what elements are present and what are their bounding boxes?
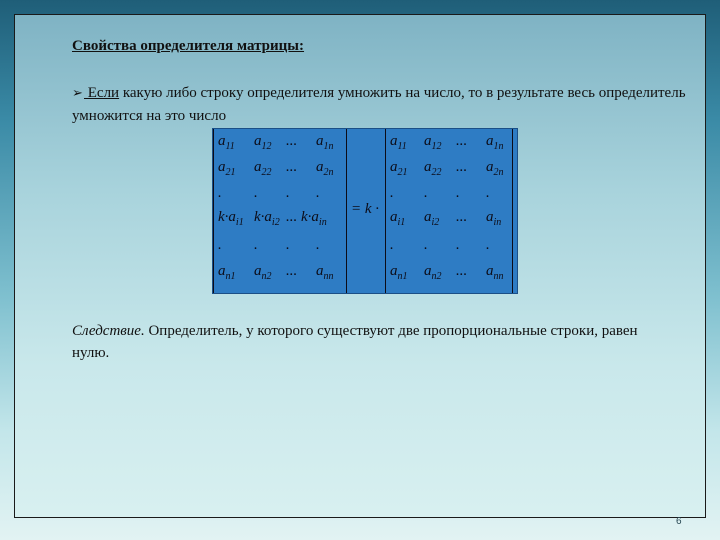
left-det-cell-r4-c1: $k\cdot a_{i1}$ [218, 209, 244, 228]
left-det-cell-r3-c2: . [254, 185, 258, 201]
left-det-cell-r6-c1: $a_{n1}$ [218, 263, 236, 282]
right-det-cell-r3-c3: . [456, 185, 460, 201]
right-det-cell-r6-c1: $a_{n1}$ [390, 263, 408, 282]
right-det-cell-r3-c1: . [390, 185, 394, 201]
left-det-cell-r6-c4: $a_{nn}$ [316, 263, 334, 282]
right-det-cell-r1-c1: $a_{11}$ [390, 133, 407, 152]
left-det-cell-r3-c1: . [218, 185, 222, 201]
left-det-cell-r1-c3: ... [286, 133, 298, 149]
bullet-text: какую либо строку определителя умножить на число, то в результате весь определитель умножится на это число [72, 85, 686, 124]
left-det-cell-r5-c2: . [254, 237, 258, 253]
right-determinant [385, 129, 513, 293]
left-det-cell-r6-c3: ... [286, 263, 298, 279]
formula-multiplier: = k · [351, 201, 380, 217]
right-det-cell-r6-c2: $a_{n2}$ [424, 263, 442, 282]
left-determinant [213, 129, 347, 293]
right-det-cell-r5-c1: . [390, 237, 394, 253]
page-number: 6 [676, 516, 682, 527]
corollary-text: Определитель, у которого существуют две пропорциональные строки, равен нулю. [72, 323, 638, 361]
left-det-cell-r3-c4: . [316, 185, 320, 201]
right-det-cell-r2-c2: $a_{22}$ [424, 159, 442, 178]
right-det-cell-r1-c3: ... [456, 133, 468, 149]
left-det-cell-r4-c2: $k\cdot a_{i2}$ [254, 209, 280, 228]
right-det-cell-r5-c3: . [456, 237, 460, 253]
left-det-cell-r2-c1: $a_{21}$ [218, 159, 236, 178]
bullet-item [72, 82, 692, 127]
left-det-cell-r4-c3: ... $k\cdot a_{in}$ [286, 209, 327, 228]
left-det-cell-r3-c3: . [286, 185, 290, 201]
right-det-cell-r4-c2: $a_{i2}$ [424, 209, 440, 228]
slide-title: Свойства определителя матрицы: [72, 38, 305, 54]
left-det-cell-r5-c3: . [286, 237, 290, 253]
right-det-cell-r3-c4: . [486, 185, 490, 201]
corollary-label: Следствие. [72, 323, 145, 339]
right-det-cell-r2-c3: ... [456, 159, 468, 175]
bullet-lead: Если [84, 85, 120, 101]
right-det-cell-r6-c4: $a_{nn}$ [486, 263, 504, 282]
right-det-cell-r4-c4: $a_{in}$ [486, 209, 502, 228]
right-det-cell-r2-c1: $a_{21}$ [390, 159, 408, 178]
corollary [72, 320, 672, 364]
left-det-cell-r2-c3: ... [286, 159, 298, 175]
left-det-cell-r1-c4: $a_{1n}$ [316, 133, 334, 152]
left-det-cell-r5-c1: . [218, 237, 222, 253]
right-det-cell-r6-c3: ... [456, 263, 468, 279]
left-det-cell-r2-c4: $a_{2n}$ [316, 159, 334, 178]
right-det-cell-r4-c3: ... [456, 209, 468, 225]
right-det-cell-r3-c2: . [424, 185, 428, 201]
right-det-cell-r5-c4: . [486, 237, 490, 253]
arrow-bullet-icon: ➢ [72, 86, 83, 101]
determinant-formula [212, 128, 518, 294]
left-det-cell-r5-c4: . [316, 237, 320, 253]
right-det-cell-r4-c1: $a_{i1}$ [390, 209, 406, 228]
left-det-cell-r6-c2: $a_{n2}$ [254, 263, 272, 282]
right-det-cell-r1-c4: $a_{1n}$ [486, 133, 504, 152]
left-det-cell-r1-c2: $a_{12}$ [254, 133, 272, 152]
right-det-cell-r1-c2: $a_{12}$ [424, 133, 442, 152]
left-det-cell-r1-c1: $a_{11}$ [218, 133, 235, 152]
right-det-cell-r5-c2: . [424, 237, 428, 253]
right-det-cell-r2-c4: $a_{2n}$ [486, 159, 504, 178]
left-det-cell-r2-c2: $a_{22}$ [254, 159, 272, 178]
